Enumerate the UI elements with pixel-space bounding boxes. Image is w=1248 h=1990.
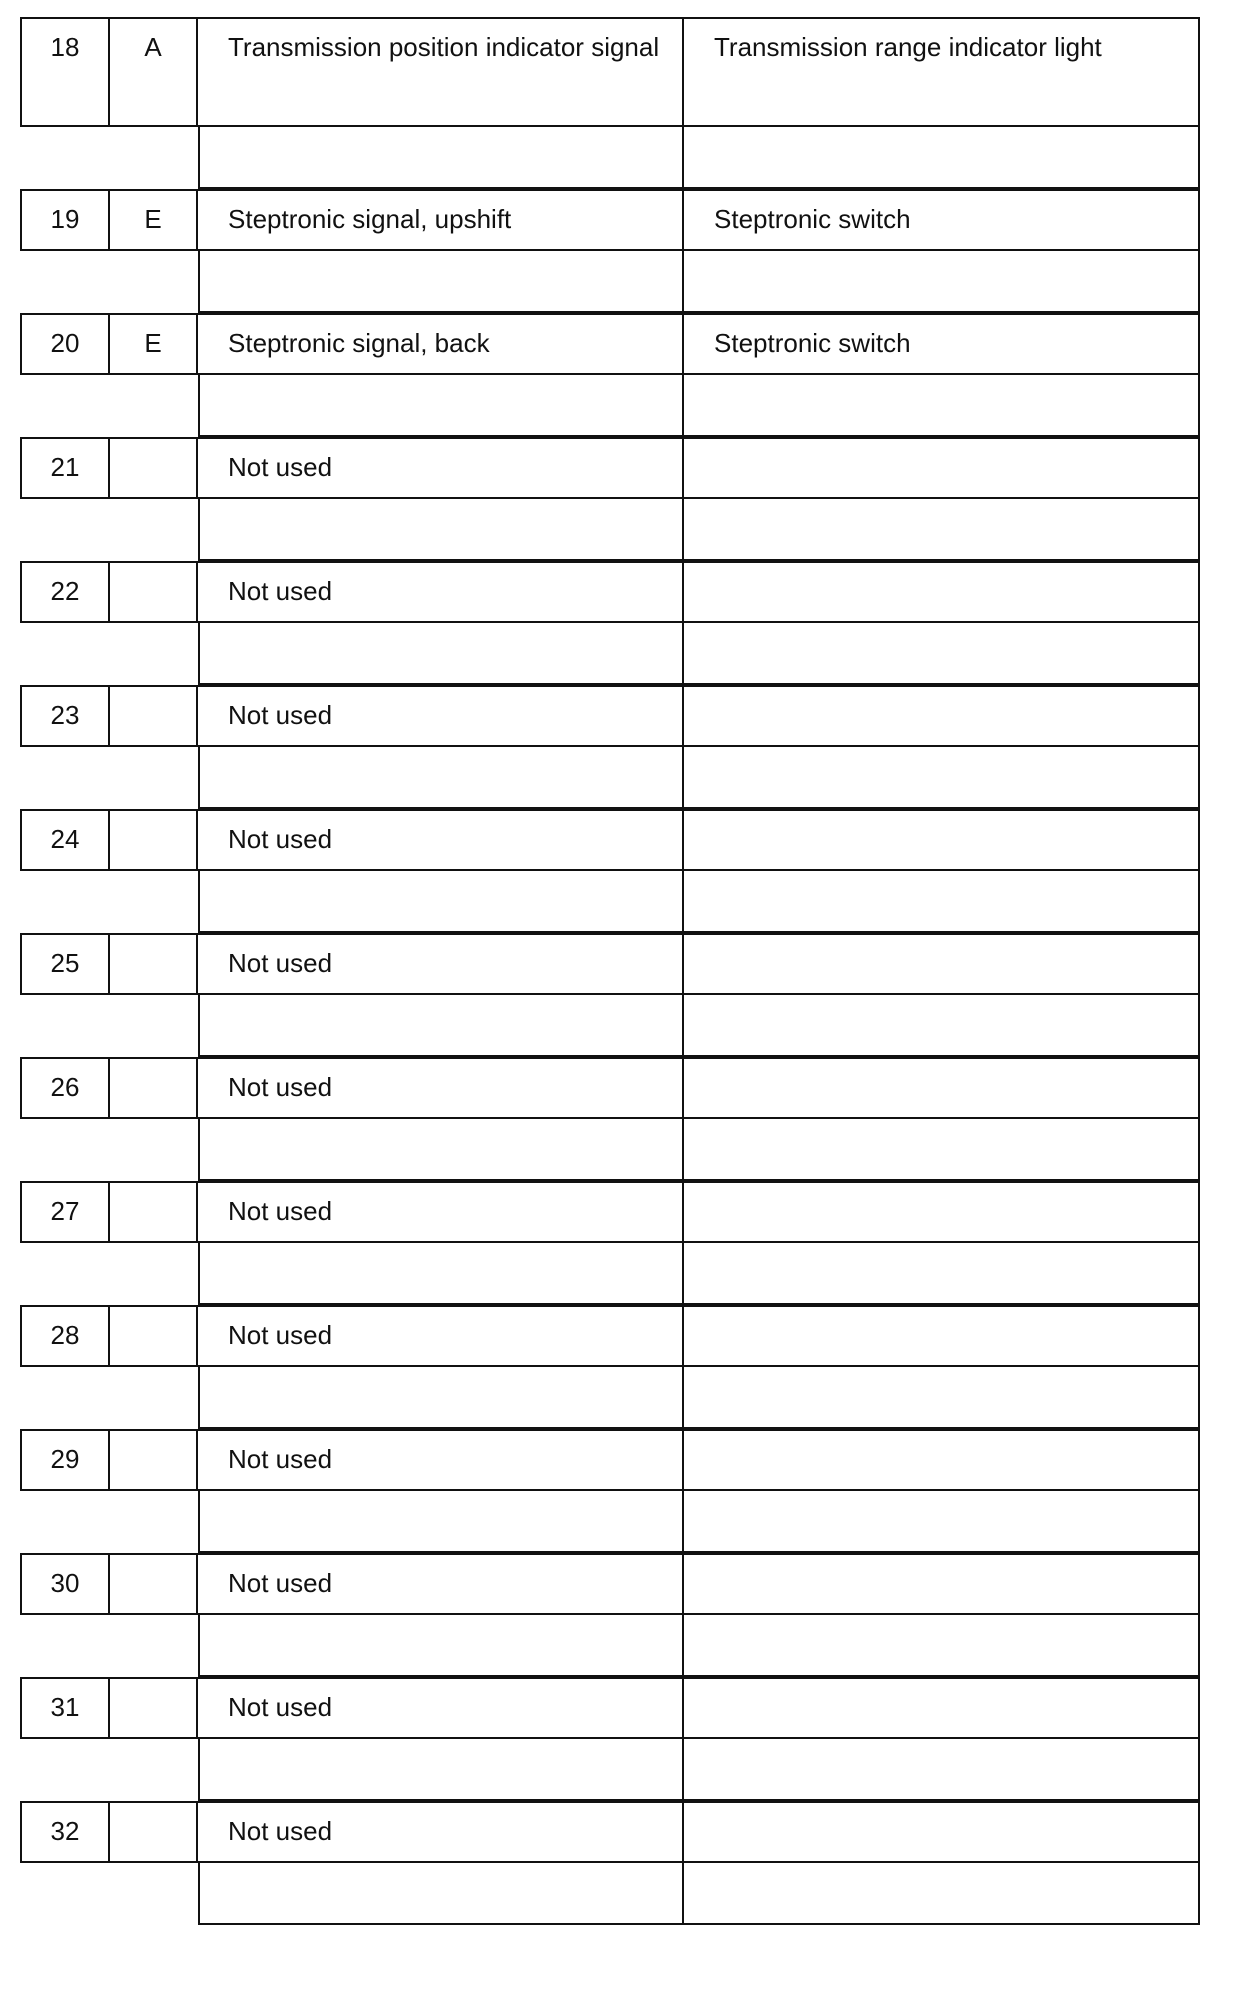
pin-number-cell: 32 [20,1801,110,1863]
table-row [20,1553,1200,1615]
description-cell: Not used [198,1553,684,1615]
component-cell [684,1181,1200,1243]
table-row [20,1677,1200,1739]
signal-type-cell: A [110,17,198,127]
component-cell: Steptronic switch [684,189,1200,251]
table-row [20,685,1200,747]
table-row [20,1801,1200,1863]
table-spacer-row [20,623,1200,685]
table-row [20,1181,1200,1243]
table-row-group [20,189,1200,313]
pin-number-cell: 20 [20,313,110,375]
table-row-group [20,1553,1200,1677]
signal-type-cell [110,1677,198,1739]
table-row-group [20,1429,1200,1553]
table-row [20,1305,1200,1367]
table-row [20,189,1200,251]
pin-number-cell: 27 [20,1181,110,1243]
table-spacer-row [20,1615,1200,1677]
table-spacer-row [20,1739,1200,1801]
table-row-group [20,685,1200,809]
table-row [20,561,1200,623]
description-cell: Not used [198,809,684,871]
description-cell: Not used [198,437,684,499]
table-row-group [20,1057,1200,1181]
component-cell [684,1057,1200,1119]
table-row [20,1057,1200,1119]
signal-type-cell [110,1305,198,1367]
component-cell [684,561,1200,623]
table-row-group [20,437,1200,561]
pin-number-cell: 21 [20,437,110,499]
table-spacer-row [20,995,1200,1057]
description-cell: Steptronic signal, back [198,313,684,375]
table-row [20,1429,1200,1491]
description-cell: Not used [198,1801,684,1863]
pin-number-cell: 26 [20,1057,110,1119]
table-row-group [20,1305,1200,1429]
signal-type-cell [110,685,198,747]
table-row-group [20,17,1200,189]
component-cell [684,1553,1200,1615]
table-spacer-row [20,1367,1200,1429]
pin-number-cell: 25 [20,933,110,995]
pin-assignment-table [20,17,1200,1925]
signal-type-cell [110,437,198,499]
component-cell: Transmission range indicator light [684,17,1200,127]
table-spacer-row [20,375,1200,437]
table-row [20,933,1200,995]
pin-number-cell: 24 [20,809,110,871]
description-cell: Not used [198,561,684,623]
signal-type-cell [110,561,198,623]
signal-type-cell [110,1429,198,1491]
signal-type-cell: E [110,313,198,375]
pin-number-cell: 22 [20,561,110,623]
signal-type-cell: E [110,189,198,251]
table-spacer-row [20,871,1200,933]
table-row [20,437,1200,499]
component-cell [684,1801,1200,1863]
description-cell: Not used [198,1429,684,1491]
table-spacer-row [20,499,1200,561]
table-row [20,313,1200,375]
table-row [20,17,1200,127]
signal-type-cell [110,1553,198,1615]
table-spacer-row [20,1119,1200,1181]
table-spacer-row [20,1863,1200,1925]
signal-type-cell [110,933,198,995]
signal-type-cell [110,1181,198,1243]
description-cell: Not used [198,933,684,995]
description-cell: Not used [198,1677,684,1739]
pin-number-cell: 31 [20,1677,110,1739]
table-spacer-row [20,1491,1200,1553]
table-row [20,809,1200,871]
table-spacer-row [20,251,1200,313]
pin-number-cell: 30 [20,1553,110,1615]
component-cell: Steptronic switch [684,313,1200,375]
signal-type-cell [110,1801,198,1863]
description-cell: Steptronic signal, upshift [198,189,684,251]
signal-type-cell [110,1057,198,1119]
table-row-group [20,1677,1200,1801]
table-row-group [20,1801,1200,1925]
pin-number-cell: 19 [20,189,110,251]
pin-number-cell: 23 [20,685,110,747]
table-row-group [20,313,1200,437]
pin-number-cell: 18 [20,17,110,127]
table-row-group [20,809,1200,933]
component-cell [684,437,1200,499]
pin-number-cell: 28 [20,1305,110,1367]
component-cell [684,809,1200,871]
table-row-group [20,561,1200,685]
table-row-group [20,1181,1200,1305]
table-spacer-row [20,127,1200,189]
component-cell [684,1305,1200,1367]
description-cell: Not used [198,1181,684,1243]
description-cell: Not used [198,1057,684,1119]
description-cell: Transmission position indicator signal [198,17,684,127]
component-cell [684,1429,1200,1491]
component-cell [684,685,1200,747]
pin-number-cell: 29 [20,1429,110,1491]
table-row-group [20,933,1200,1057]
signal-type-cell [110,809,198,871]
description-cell: Not used [198,685,684,747]
component-cell [684,933,1200,995]
component-cell [684,1677,1200,1739]
description-cell: Not used [198,1305,684,1367]
table-spacer-row [20,1243,1200,1305]
table-spacer-row [20,747,1200,809]
